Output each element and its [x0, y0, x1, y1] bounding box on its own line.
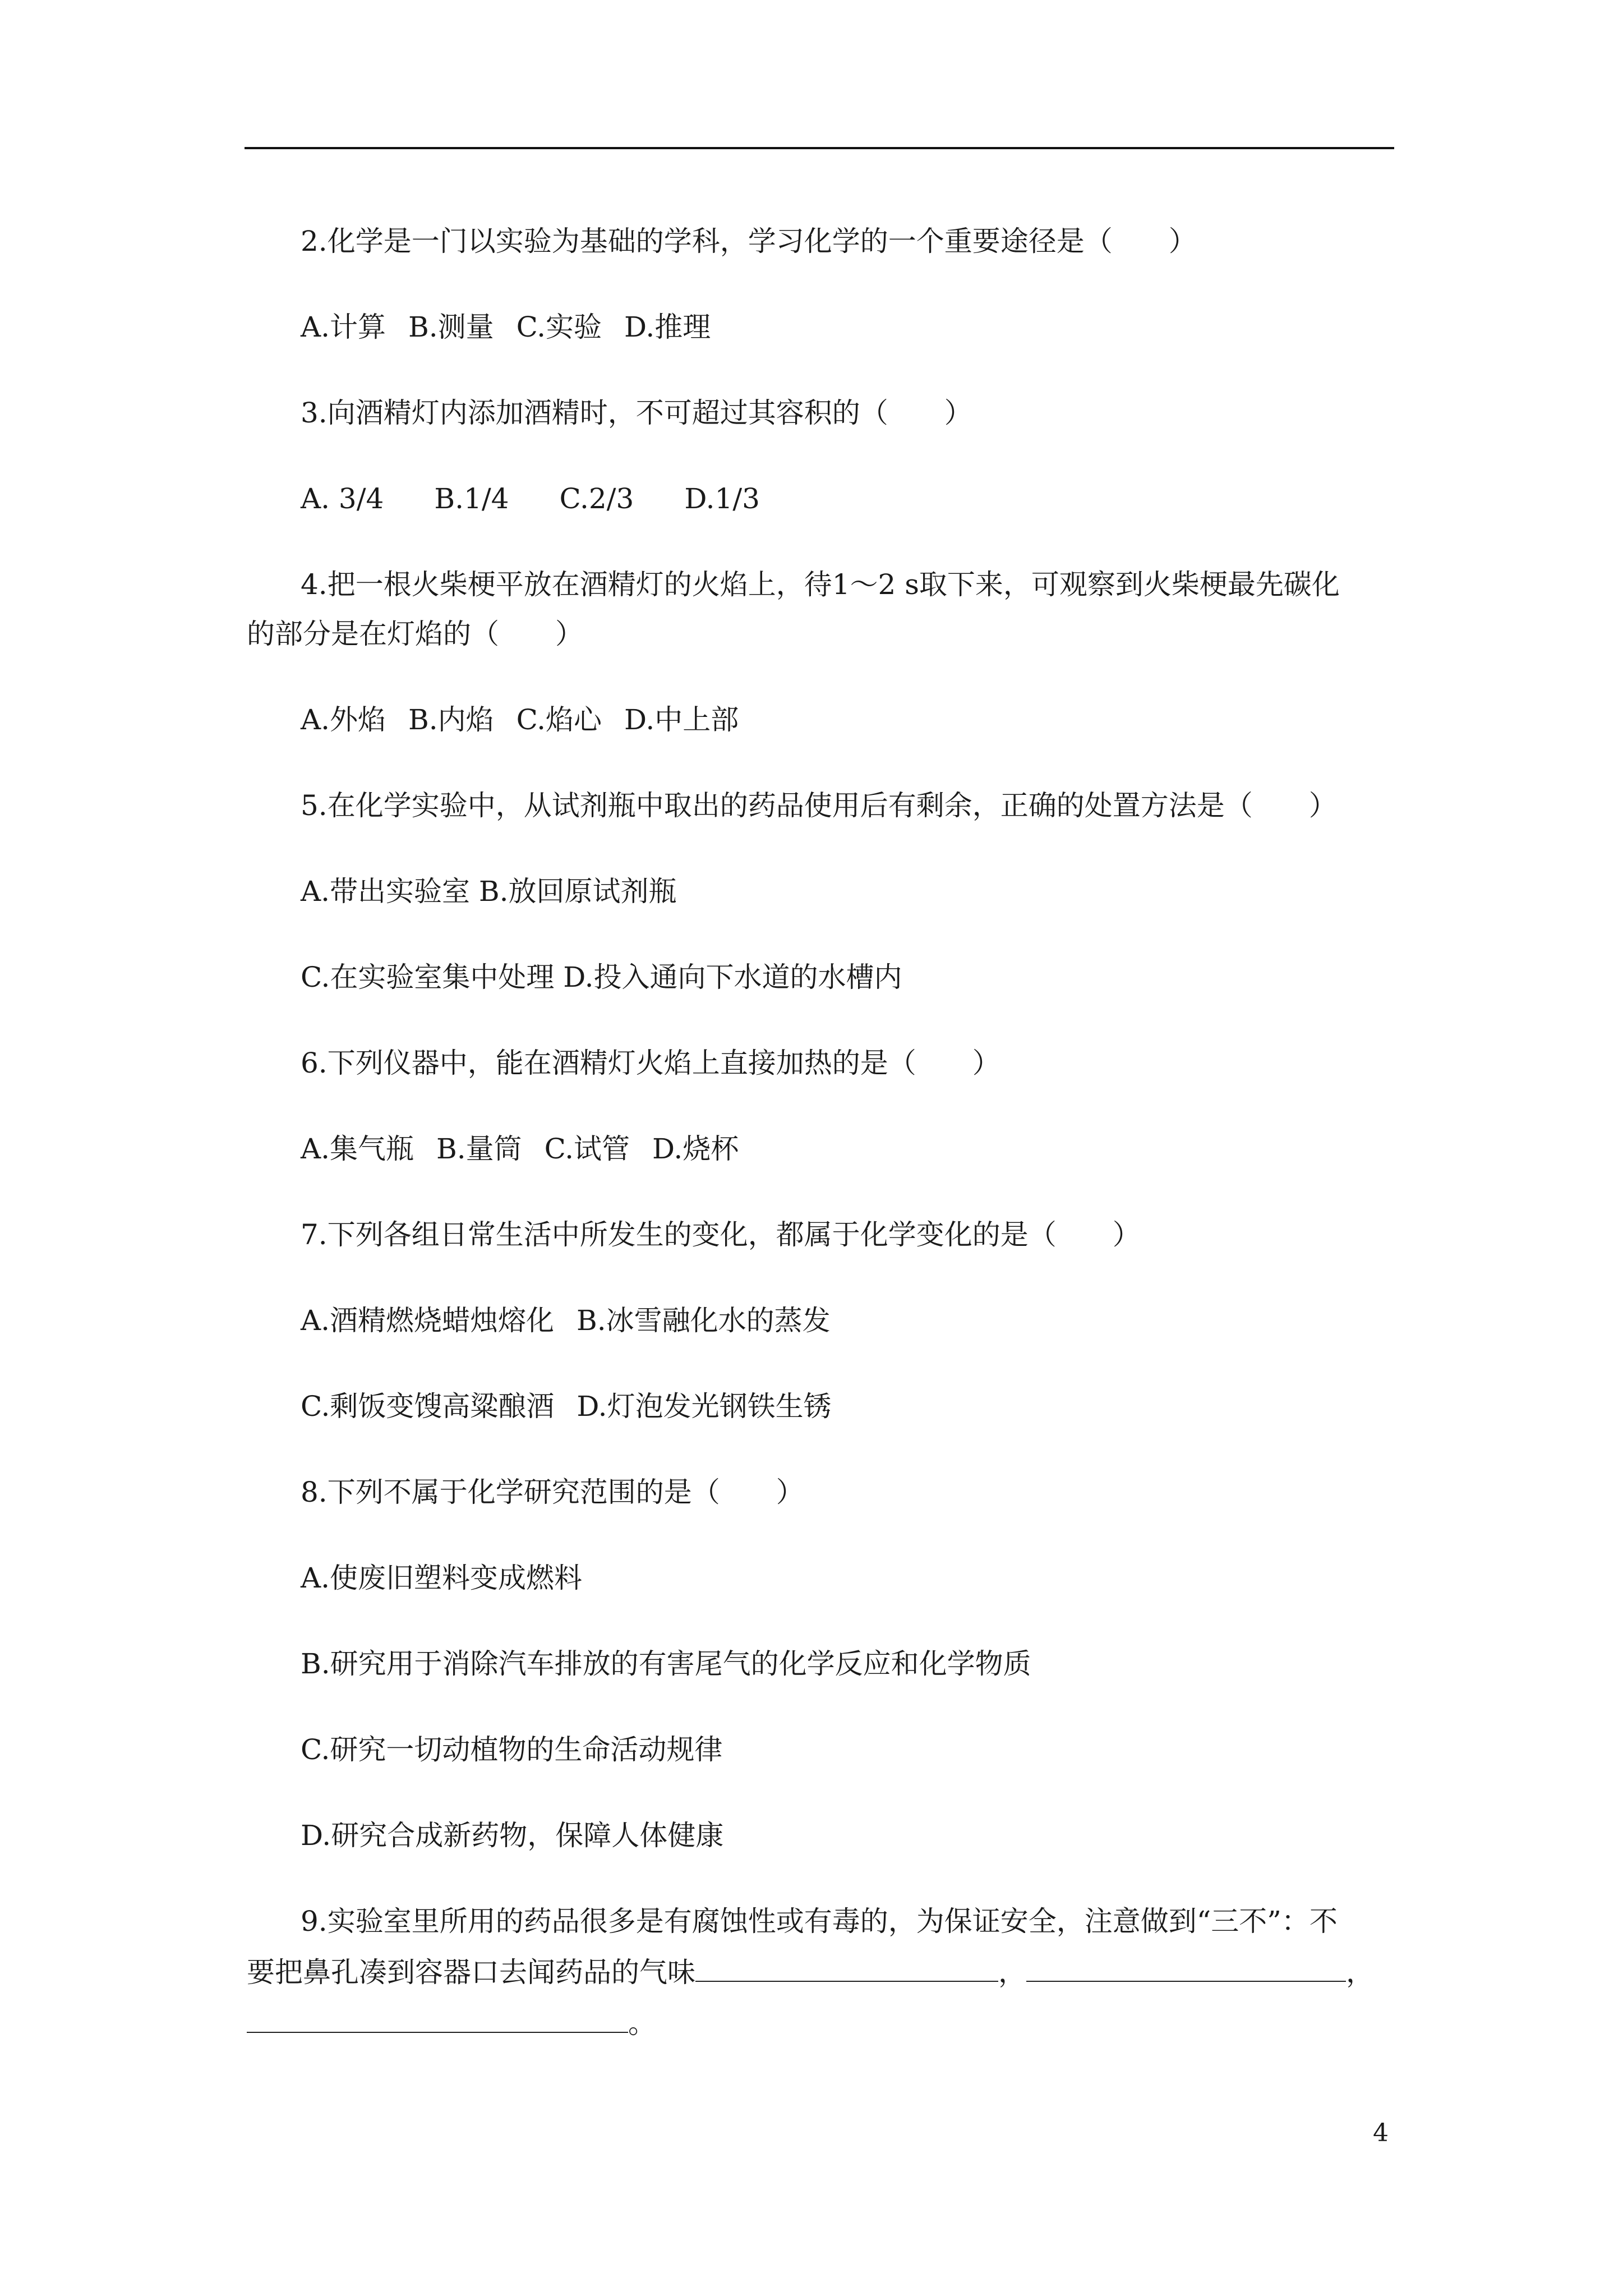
option: A.集气瓶	[301, 1133, 414, 1165]
question-7-options-line1	[247, 1304, 1394, 1337]
end-punct: 。	[628, 2007, 656, 2040]
question-4-options	[247, 703, 1394, 737]
question-2-options	[247, 310, 1394, 344]
option: B.冰雪融化水的蒸发	[577, 1304, 831, 1337]
question-7-stem: 7.下列各组日常生活中所发生的变化，都属于化学变化的是（ ）	[301, 1218, 1141, 1251]
page-number: 4	[1373, 2119, 1389, 2147]
question-8-option-a: A.使废旧塑料变成燃料	[301, 1562, 583, 1594]
option: C.2/3	[559, 482, 634, 515]
option: A.酒精燃烧蜡烛熔化	[301, 1304, 555, 1337]
question-5-stem: 5.在化学实验中，从试剂瓶中取出的药品使用后有剩余，正确的处置方法是（ ）	[301, 789, 1337, 822]
question-9-stem-line1: 9.实验室里所用的药品很多是有腐蚀性或有毒的，为保证安全，注意做到“三不”：不	[301, 1905, 1338, 1938]
question-2-stem: 2.化学是一门以实验为基础的学科，学习化学的一个重要途径是（ ）	[301, 225, 1197, 257]
question-8-stem: 8.下列不属于化学研究范围的是（ ）	[301, 1476, 804, 1508]
option: D.1/3	[684, 482, 760, 515]
answer-blank-1[interactable]	[695, 1954, 998, 1982]
option: C.实验	[516, 311, 602, 343]
separator: ，	[998, 1956, 1026, 1989]
option: B.内焰	[408, 703, 494, 736]
option: A. 3/4	[301, 482, 384, 515]
question-7-options-line2	[247, 1389, 1394, 1423]
question-6-options	[247, 1132, 1394, 1166]
question-4-stem-line1: 4.把一根火柴梗平放在酒精灯的火焰上，待1～2 s取下来，可观察到火柴梗最先碳化	[301, 568, 1340, 601]
header-rule	[245, 147, 1394, 149]
answer-blank-3[interactable]	[247, 2005, 628, 2033]
question-8-option-c: C.研究一切动植物的生命活动规律	[301, 1733, 723, 1766]
option: A.外焰	[301, 703, 386, 736]
question-3-options	[247, 482, 1394, 516]
option: C.试管	[544, 1133, 630, 1165]
option: D.灯泡发光钢铁生锈	[577, 1390, 832, 1423]
question-9-prefix: 要把鼻孔凑到容器口去闻药品的气味	[247, 1956, 695, 1989]
option: D.烧杯	[652, 1133, 739, 1165]
option: B.量筒	[436, 1133, 522, 1165]
option: D.中上部	[624, 703, 739, 736]
question-6-stem: 6.下列仪器中，能在酒精灯火焰上直接加热的是（ ）	[301, 1047, 1000, 1079]
question-5-options-line1: A.带出实验室 B.放回原试剂瓶	[301, 875, 677, 908]
question-list	[247, 224, 1394, 2040]
question-9-stem-line2	[247, 1954, 1394, 1989]
option: B.1/4	[434, 482, 509, 515]
question-8-option-d: D.研究合成新药物，保障人体健康	[301, 1819, 724, 1852]
option: C.焰心	[516, 703, 602, 736]
separator: ，	[1346, 1956, 1374, 1989]
option: B.测量	[408, 311, 494, 343]
question-4-stem-line2: 的部分是在灯焰的（ ）	[247, 618, 583, 650]
question-8-option-b: B.研究用于消除汽车排放的有害尾气的化学反应和化学物质	[301, 1648, 1031, 1680]
question-9-stem-line3	[247, 2005, 1394, 2040]
option: A.计算	[301, 311, 386, 343]
option: C.剩饭变馊高粱酿酒	[301, 1390, 555, 1423]
question-5-options-line2: C.在实验室集中处理 D.投入通向下水道的水槽内	[301, 961, 902, 993]
option: D.推理	[624, 311, 711, 343]
answer-blank-2[interactable]	[1026, 1954, 1346, 1982]
question-3-stem: 3.向酒精灯内添加酒精时，不可超过其容积的（ ）	[301, 397, 972, 429]
